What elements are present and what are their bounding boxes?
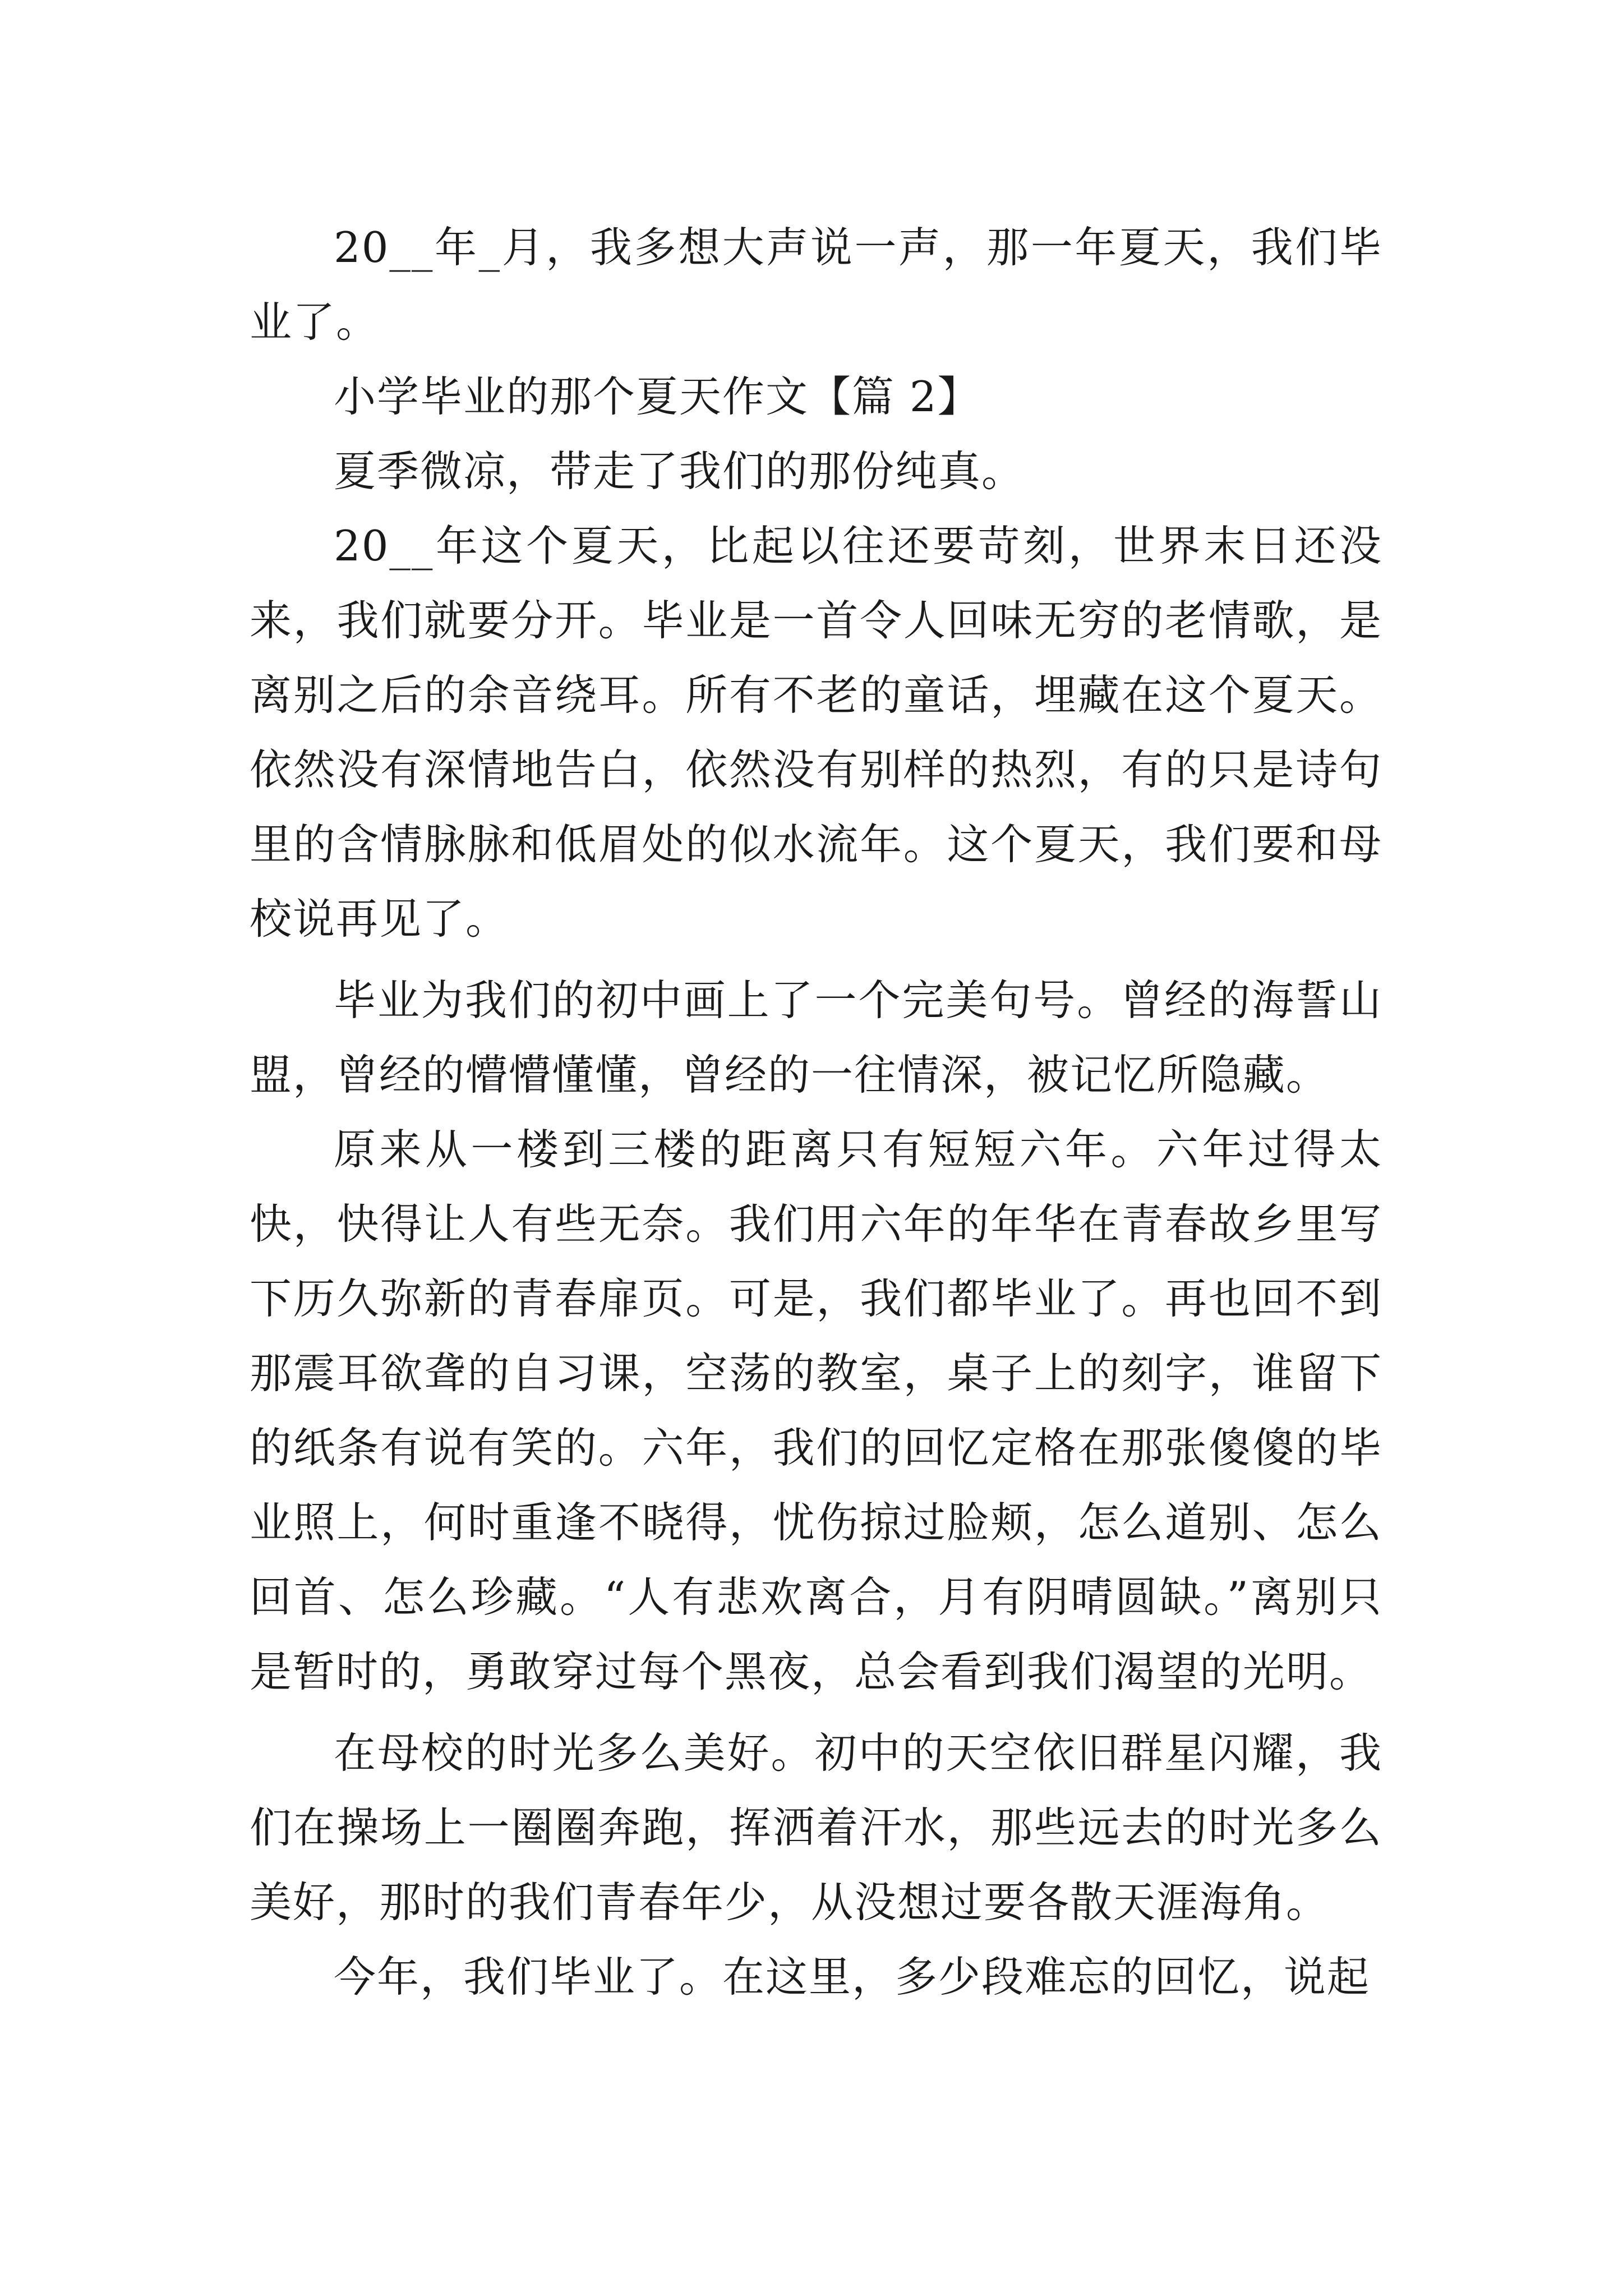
paragraph-3: 20__年这个夏天，比起以往还要苛刻，世界末日还没来，我们就要分开。毕业是一首令人回味无穷的老情歌，是离别之后的余音绕耳。所有不老的童话，埋藏在这个夏天。依然没有深情地告白，依然没有别样的热烈，有的只是诗句里的含情脉脉和低眉处的似水流年。这个夏天，我们要和母校说再见了。 <box>250 521 1382 944</box>
paragraph-6: 在母校的时光多么美好。初中的天空依旧群星闪耀，我们在操场上一圈圈奔跑，挥洒着汗水，那些远去的时光多么美好，那时的我们青春年少，从没想过要各散天涯海角。 <box>250 1728 1382 1927</box>
essay-text <box>250 210 1382 2014</box>
paragraph-7: 今年，我们毕业了。在这里，多少段难忘的回忆，说起 <box>334 1952 1371 2001</box>
paragraph-5: 原来从一楼到三楼的距离只有短短六年。六年过得太快，快得让人有些无奈。我们用六年的年华在青春故乡里写下历久弥新的青春扉页。可是，我们都毕业了。再也回不到那震耳欲聋的自习课，空荡的教室，桌子上的刻字，谁留下的纸条有说有笑的。六年，我们的回忆定格在那张傻傻的毕业照上，何时重逢不晓得，忧伤掠过脸颊，怎么道别、怎么回首、怎么珍藏。“人有悲欢离合，月有阴晴圆缺。”离别只是暂时的，勇敢穿过每个黑夜，总会看到我们渴望的光明。 <box>250 1125 1382 1696</box>
paragraph-2: 夏季微凉，带走了我们的那份纯真。 <box>334 447 1025 496</box>
essay-heading: 小学毕业的那个夏天作文【篇 2】 <box>334 372 981 421</box>
paragraph-4: 毕业为我们的初中画上了一个完美句号。曾经的海誓山盟，曾经的懵懵懂懂，曾经的一往情深，被记忆所隐藏。 <box>250 976 1382 1099</box>
paragraph-1: 20__年_月，我多想大声说一声，那一年夏天，我们毕业了。 <box>250 223 1382 347</box>
